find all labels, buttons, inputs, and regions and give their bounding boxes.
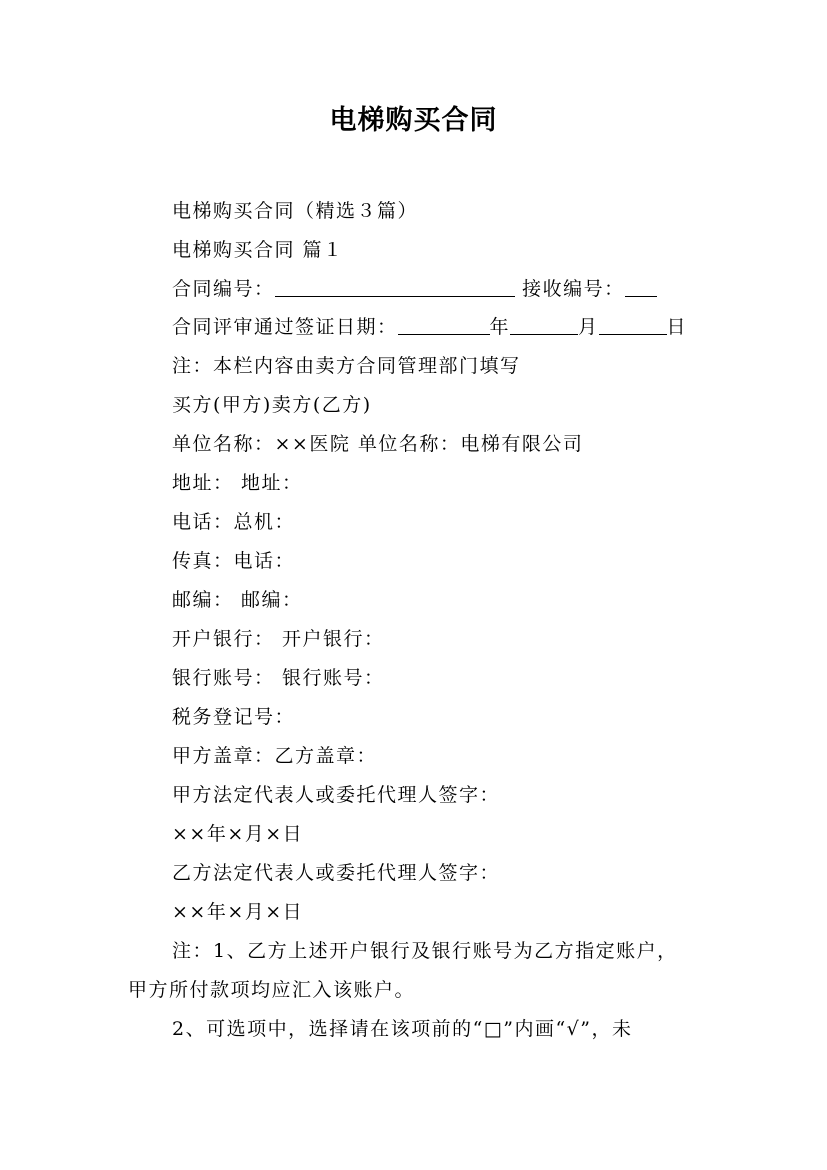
party-b-date-line: ××年×月×日 — [172, 901, 304, 923]
party-b-signature-line: 乙方法定代表人或委托代理人签字： — [172, 862, 501, 884]
review-year-blank — [398, 316, 490, 335]
subtitle-line: 电梯购买合同（精选３篇） — [172, 200, 419, 222]
section-heading: 电梯购买合同 篇１ — [172, 239, 344, 261]
bank-account-line: 银行账号： 银行账号： — [172, 667, 385, 689]
document-title: 电梯购买合同 — [329, 105, 498, 136]
parties-line: 买方(甲方)卖方(乙方) — [172, 394, 372, 416]
fax-line: 传真：电话： — [172, 550, 296, 572]
month-label: 月 — [578, 316, 599, 338]
receive-number-blank — [625, 278, 657, 297]
review-month-blank — [510, 316, 578, 335]
address-line: 地址： 地址： — [172, 472, 303, 494]
seal-line: 甲方盖章：乙方盖章： — [172, 745, 378, 767]
party-a-date-line: ××年×月×日 — [172, 823, 304, 845]
receive-number-label: 接收编号： — [522, 278, 625, 300]
year-label: 年 — [489, 316, 511, 338]
review-date-label: 合同评审通过签证日期： — [172, 316, 398, 338]
phone-line: 电话：总机： — [172, 511, 296, 533]
contract-number-label: 合同编号： — [172, 278, 275, 300]
note-2-line: 2、可选项中，选择请在该项前的“□”内画“√”，未 — [172, 1018, 633, 1040]
review-date-line — [172, 314, 687, 340]
review-day-blank — [599, 316, 667, 335]
contract-number-line — [172, 276, 657, 302]
tax-number-line: 税务登记号： — [172, 706, 296, 728]
unit-name-line: 单位名称：××医院 单位名称：电梯有限公司 — [172, 433, 584, 455]
note-1-continuation: 甲方所付款项均应汇入该账户。 — [128, 979, 416, 1001]
note-1-line: 注：1、乙方上述开户银行及银行账号为乙方指定账户， — [172, 940, 678, 962]
postcode-line: 邮编： 邮编： — [172, 589, 303, 611]
day-label: 日 — [666, 316, 688, 338]
note-line: 注：本栏内容由卖方合同管理部门填写 — [172, 355, 521, 377]
bank-line: 开户银行： 开户银行： — [172, 628, 385, 650]
contract-number-blank — [275, 278, 515, 297]
party-a-signature-line: 甲方法定代表人或委托代理人签字： — [172, 784, 501, 806]
